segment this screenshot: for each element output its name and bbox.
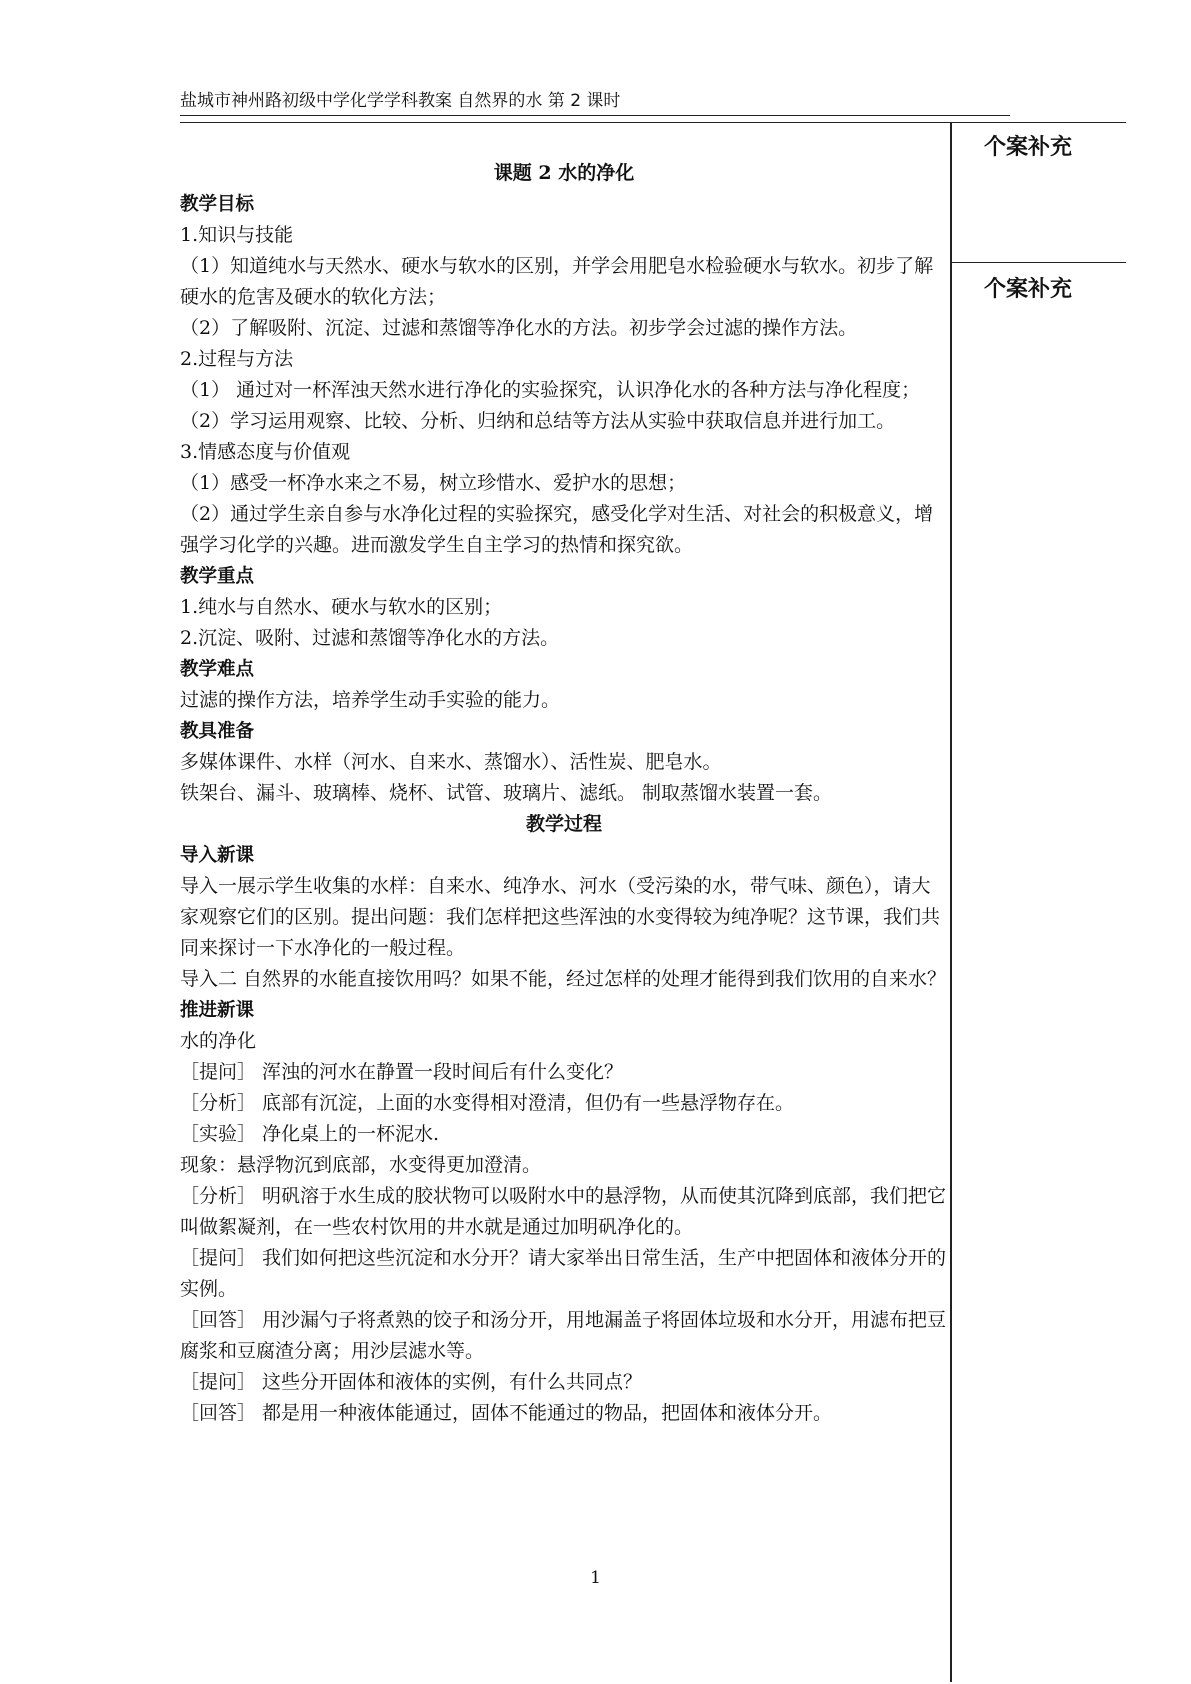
side-rule-top xyxy=(950,122,1126,123)
intro-heading: 导入新课 xyxy=(180,845,255,866)
intro-line: 导入二 自然界的水能直接饮用吗？如果不能，经过怎样的处理才能得到我们饮用的自来水？ xyxy=(180,968,947,990)
goal-line: （2）通过学生亲自参与水净化过程的实验探究，感受化学对生活、对社会的积极意义，增强学习化学的兴趣。进而激发学生自主学习的热情和探究欲。 xyxy=(180,503,934,556)
key-point-line: 1.纯水与自然水、硬水与软水的区别； xyxy=(180,596,503,618)
goal-line: （2）了解吸附、沉淀、过滤和蒸馏等净化水的方法。初步学会过滤的操作方法。 xyxy=(180,317,858,339)
new-lesson-line: ［回答］ 都是用一种液体能通过，固体不能通过的物品，把固体和液体分开。 xyxy=(180,1402,833,1424)
new-lesson-heading: 推进新课 xyxy=(180,1000,255,1021)
key-point-line: 2.沉淀、吸附、过滤和蒸馏等净化水的方法。 xyxy=(180,627,560,649)
tools-heading: 教具准备 xyxy=(180,721,255,742)
goal-line: （2）学习运用观察、比较、分析、归纳和总结等方法从实验中获取信息并进行加工。 xyxy=(180,410,896,432)
tools-line: 铁架台、漏斗、玻璃棒、烧杯、试管、玻璃片、滤纸。 制取蒸馏水装置一套。 xyxy=(180,782,833,804)
lesson-content xyxy=(180,158,948,1429)
side-note-label-1: 个案补充 xyxy=(984,135,1073,160)
side-note-label-2: 个案补充 xyxy=(984,277,1073,302)
new-lesson-line: ［分析］ 明矾溶于水生成的胶状物可以吸附水中的悬浮物，从而使其沉降到底部，我们把它叫做絮凝剂，在一些农村饮用的井水就是通过加明矾净化的。 xyxy=(180,1185,947,1238)
page-header: 盐城市神州路初级中学化学学科教案 自然界的水 第 2 课时 xyxy=(180,86,1010,116)
lesson-title: 课题 2 水的净化 xyxy=(493,162,635,184)
tools-line: 多媒体课件、水样（河水、自来水、蒸馏水）、活性炭、肥皂水。 xyxy=(180,751,722,773)
new-lesson-line: ［分析］ 底部有沉淀，上面的水变得相对澄清，但仍有一些悬浮物存在。 xyxy=(180,1092,795,1114)
intro-line: 导入一展示学生收集的水样：自来水、纯净水、河水（受污染的水，带气味、颜色），请大家观察它们的区别。提出问题：我们怎样把这些浑浊的水变得较为纯净呢？这节课，我们共同来探讨一下水净化的一般过程。 xyxy=(180,875,941,959)
goal-line: （1）感受一杯净水来之不易，树立珍惜水、爱护水的思想； xyxy=(180,472,687,494)
new-lesson-line: 水的净化 xyxy=(180,1030,257,1052)
key-points-heading: 教学重点 xyxy=(180,566,255,587)
header-divider xyxy=(180,122,950,123)
goals-heading: 教学目标 xyxy=(180,194,255,215)
goal-line: 3.情感态度与价值观 xyxy=(180,441,351,463)
goal-line: 1.知识与技能 xyxy=(180,224,294,246)
margin-column-divider xyxy=(950,122,952,1682)
page-number: 1 xyxy=(590,1568,601,1588)
goal-line: 2.过程与方法 xyxy=(180,348,294,370)
new-lesson-line: 现象：悬浮物沉到底部，水变得更加澄清。 xyxy=(180,1154,542,1176)
goal-line: （1） 通过对一杯浑浊天然水进行净化的实验探究，认识净化水的各种方法与净化程度； xyxy=(180,379,921,401)
new-lesson-line: ［提问］ 浑浊的河水在静置一段时间后有什么变化？ xyxy=(180,1061,624,1083)
new-lesson-line: ［提问］ 这些分开固体和液体的实例，有什么共同点？ xyxy=(180,1371,643,1393)
side-rule-middle xyxy=(950,262,1126,263)
goal-line: （1）知道纯水与天然水、硬水与软水的区别，并学会用肥皂水检验硬水与软水。初步了解硬水的危害及硬水的软化方法； xyxy=(180,255,934,308)
process-title: 教学过程 xyxy=(525,813,602,835)
new-lesson-line: ［实验］ 净化桌上的一杯泥水. xyxy=(180,1123,440,1145)
new-lesson-line: ［回答］ 用沙漏勺子将煮熟的饺子和汤分开，用地漏盖子将固体垃圾和水分开，用滤布把豆腐浆和豆腐渣分离；用沙层滤水等。 xyxy=(180,1309,947,1362)
new-lesson-line: ［提问］ 我们如何把这些沉淀和水分开？请大家举出日常生活，生产中把固体和液体分开的实例。 xyxy=(180,1247,947,1300)
difficulty-line: 过滤的操作方法，培养学生动手实验的能力。 xyxy=(180,689,561,711)
difficulty-heading: 教学难点 xyxy=(180,659,255,680)
